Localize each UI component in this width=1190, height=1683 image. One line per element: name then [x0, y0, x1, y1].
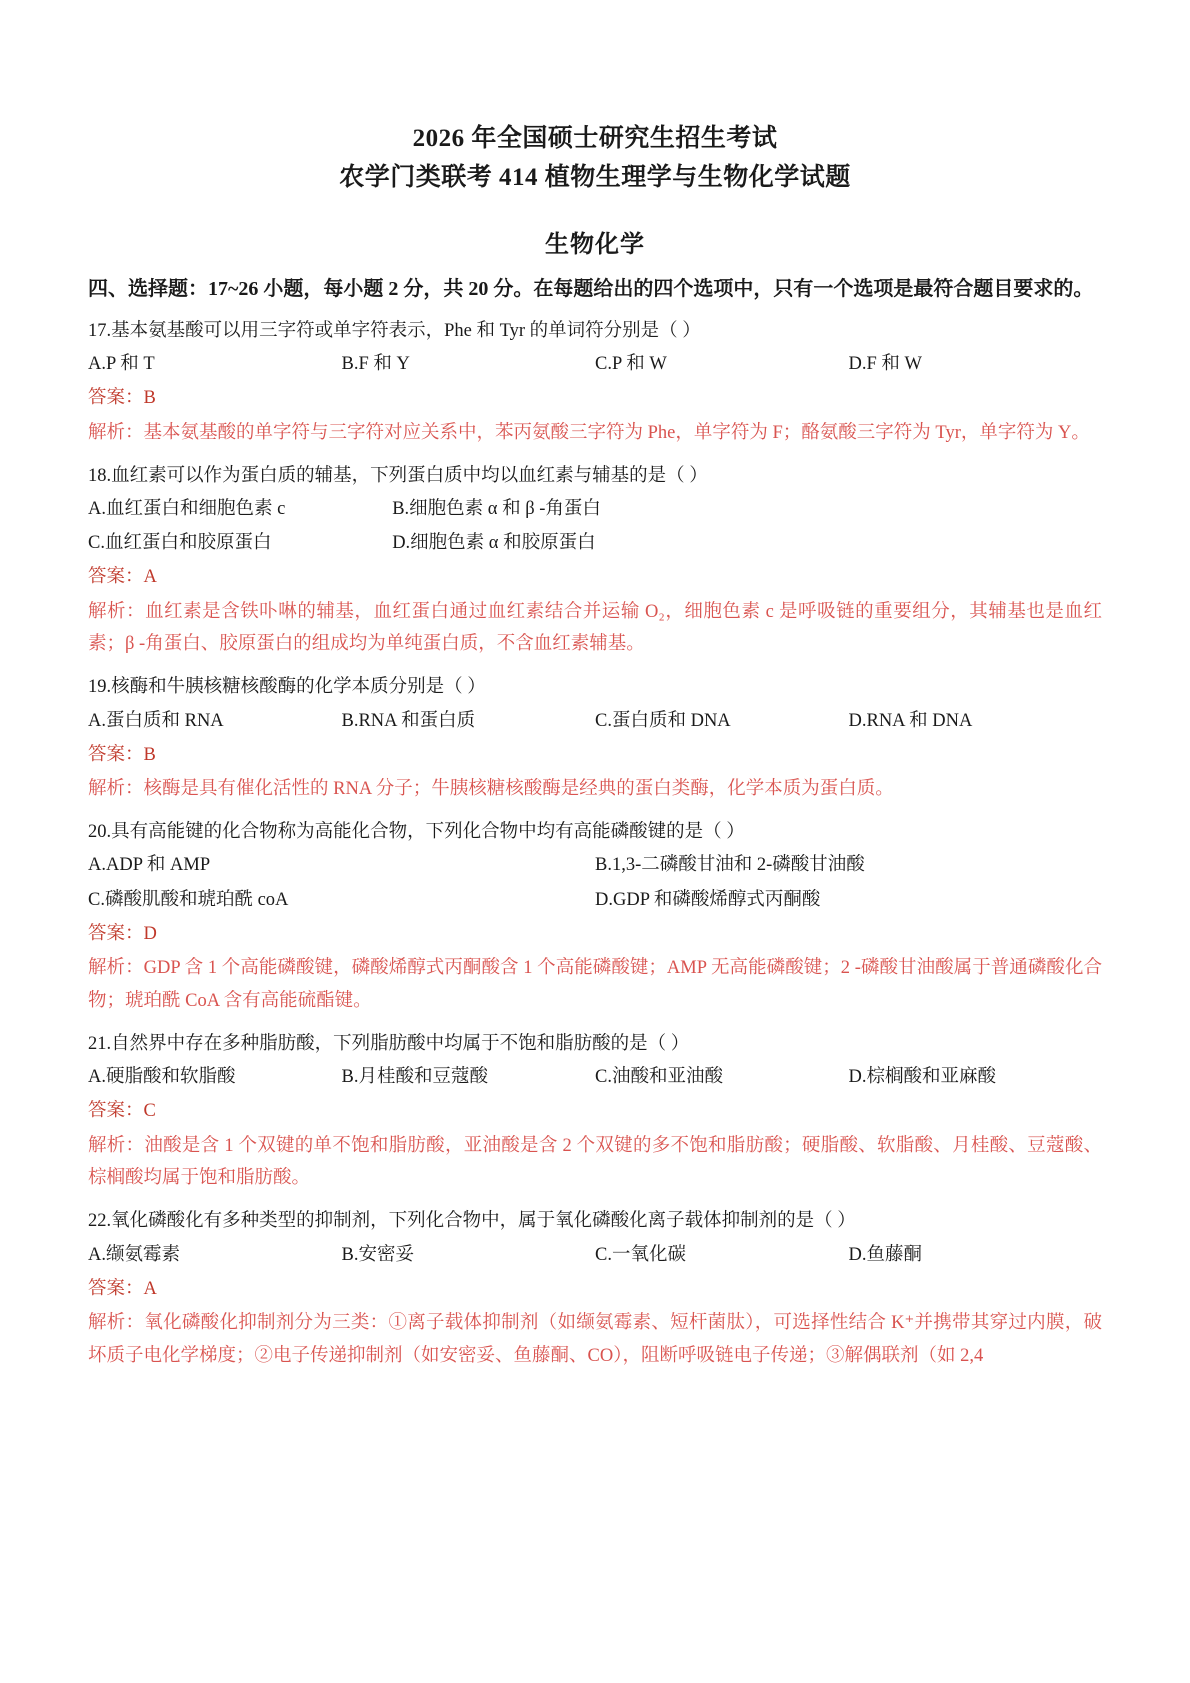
option-c[interactable]: C.P 和 W: [595, 354, 667, 375]
option-a[interactable]: A.血红蛋白和细胞色素 c: [88, 498, 286, 519]
option-d[interactable]: D.RNA 和 DNA: [848, 710, 973, 731]
option-a[interactable]: A.缬氨霉素: [88, 1244, 180, 1265]
title-block: [88, 120, 1102, 198]
explanation-prefix: 解析：: [88, 422, 144, 443]
explanation-prefix: 解析：: [88, 1135, 145, 1156]
question-options: [88, 848, 1102, 882]
question-options: [88, 883, 1102, 917]
question-options: [88, 492, 1102, 526]
question-block: [88, 816, 1102, 1018]
section-heading: 四、选择题：17~26 小题，每小题 2 分，共 20 分。在每题给出的四个选项中，只有一个选项是最符合题目要求的。: [88, 277, 1094, 300]
explanation-text: 血红素是含铁卟啉的辅基，血红蛋白通过血红素结合并运输 O₂，细胞色素 c 是呼吸链的重要组分，其辅基也是血红素；β -角蛋白、胶原蛋白的组成均为单纯蛋白质，不含血红素辅基。: [88, 601, 1102, 655]
answer-letter: A: [143, 567, 157, 588]
question-stem: 19.核酶和牛胰核糖核酸酶的化学本质分别是（ ）: [88, 677, 486, 698]
explanation-text: 油酸是含 1 个双键的单不饱和脂肪酸，亚油酸是含 2 个双键的多不饱和脂肪酸；硬脂酸、软脂酸、月桂酸、豆蔻酸、棕榈酸均属于饱和脂肪酸。: [88, 1135, 1102, 1189]
answer-line: [88, 381, 1102, 416]
answer-line: [88, 738, 1102, 773]
option-a[interactable]: A.硬脂酸和软脂酸: [88, 1067, 236, 1088]
page-title-line2: 农学门类联考 414 植物生理学与生物化学试题: [339, 163, 851, 191]
explanation-text: 基本氨基酸的单字符与三字符对应关系中，苯丙氨酸三字符为 Phe，单字符为 F；酪氨酸三字符为 Tyr，单字符为 Y。: [143, 422, 1090, 443]
answer-line: [88, 560, 1102, 595]
explanation-prefix: 解析：: [88, 601, 146, 622]
option-b[interactable]: B.月桂酸和豆蔻酸: [341, 1067, 488, 1088]
explanation-line: [88, 596, 1102, 662]
option-a[interactable]: A.P 和 T: [88, 354, 155, 375]
answer-prefix: 答案：: [88, 1101, 144, 1122]
explanation-prefix: 解析：: [88, 779, 144, 800]
answer-prefix: 答案：: [88, 567, 144, 588]
explanation-line: [88, 952, 1102, 1018]
option-a[interactable]: A.ADP 和 AMP: [88, 855, 211, 876]
answer-line: [88, 1094, 1102, 1129]
explanation-text: 氧化磷酸化抑制剂分为三类：①离子载体抑制剂（如缬氨霉素、短杆菌肽），可选择性结合 K⁺并携带其穿过内膜，破坏质子电化学梯度；②电子传递抑制剂（如安密妥、鱼藤酮、CO），阻断呼吸链电子传递；③解偶联剂（如 2,4: [88, 1313, 1102, 1367]
option-d[interactable]: D.F 和 W: [848, 354, 922, 375]
question-options: [88, 1238, 1102, 1272]
question-options: [88, 704, 1102, 738]
question-options: [88, 526, 1102, 560]
question-options: [88, 1060, 1102, 1094]
option-d[interactable]: D.GDP 和磷酸烯醇式丙酮酸: [595, 889, 821, 910]
explanation-prefix: 解析：: [88, 1313, 145, 1334]
answer-prefix: 答案：: [88, 744, 144, 765]
answer-letter: B: [143, 744, 156, 765]
question-block: [88, 1028, 1102, 1196]
option-a[interactable]: A.蛋白质和 RNA: [88, 710, 224, 731]
option-b[interactable]: B.1,3-二磷酸甘油和 2-磷酸甘油酸: [595, 855, 865, 876]
question-stem: 22.氧化磷酸化有多种类型的抑制剂，下列化合物中，属于氧化磷酸化离子载体抑制剂的是（ ）: [88, 1211, 856, 1232]
question-stem: 21.自然界中存在多种脂肪酸，下列脂肪酸中均属于不饱和脂肪酸的是（ ）: [88, 1033, 690, 1054]
explanation-text: GDP 含 1 个高能磷酸键，磷酸烯醇式丙酮酸含 1 个高能磷酸键；AMP 无高能磷酸键；2 -磷酸甘油酸属于普通磷酸化合物；琥珀酰 CoA 含有高能硫酯键。: [88, 957, 1102, 1011]
answer-letter: D: [143, 923, 157, 944]
option-c[interactable]: C.油酸和亚油酸: [595, 1067, 723, 1088]
option-d[interactable]: D.细胞色素 α 和胶原蛋白: [392, 533, 596, 554]
option-d[interactable]: D.鱼藤酮: [848, 1244, 922, 1265]
subject-subtitle: 生物化学: [545, 231, 645, 258]
option-b[interactable]: B.安密妥: [341, 1244, 414, 1265]
explanation-line: [88, 1307, 1102, 1373]
explanation-line: [88, 773, 1102, 806]
answer-prefix: 答案：: [88, 388, 144, 409]
option-c[interactable]: C.磷酸肌酸和琥珀酰 coA: [88, 889, 289, 910]
answer-line: [88, 917, 1102, 952]
page-title-line1: 2026 年全国硕士研究生招生考试: [412, 125, 778, 152]
question-block: [88, 1205, 1102, 1373]
answer-prefix: 答案：: [88, 1278, 144, 1299]
option-c[interactable]: C.一氧化碳: [595, 1244, 686, 1265]
answer-letter: C: [143, 1101, 156, 1122]
answer-letter: B: [143, 388, 156, 409]
explanation-line: [88, 1130, 1102, 1196]
answer-prefix: 答案：: [88, 923, 144, 944]
question-block: [88, 671, 1102, 806]
explanation-prefix: 解析：: [88, 957, 144, 978]
explanation-line: [88, 417, 1102, 450]
option-c[interactable]: C.蛋白质和 DNA: [595, 710, 731, 731]
question-options: [88, 347, 1102, 381]
option-b[interactable]: B.RNA 和蛋白质: [341, 710, 476, 731]
option-b[interactable]: B.细胞色素 α 和 β -角蛋白: [392, 498, 601, 519]
question-stem: 17.基本氨基酸可以用三字符或单字符表示，Phe 和 Tyr 的单词符分别是（ ）: [88, 320, 701, 341]
option-d[interactable]: D.棕榈酸和亚麻酸: [848, 1067, 996, 1088]
question-block: [88, 460, 1102, 662]
explanation-text: 核酶是具有催化活性的 RNA 分子；牛胰核糖核酸酶是经典的蛋白类酶，化学本质为蛋白质。: [143, 779, 894, 800]
answer-letter: A: [143, 1278, 157, 1299]
option-c[interactable]: C.血红蛋白和胶原蛋白: [88, 533, 272, 554]
option-b[interactable]: B.F 和 Y: [341, 354, 410, 375]
question-stem: 18.血红素可以作为蛋白质的辅基，下列蛋白质中均以血红素与辅基的是（ ）: [88, 465, 708, 486]
question-stem: 20.具有高能键的化合物称为高能化合物，下列化合物中均有高能磷酸键的是（ ）: [88, 822, 745, 842]
question-block: [88, 315, 1102, 450]
answer-line: [88, 1272, 1102, 1307]
